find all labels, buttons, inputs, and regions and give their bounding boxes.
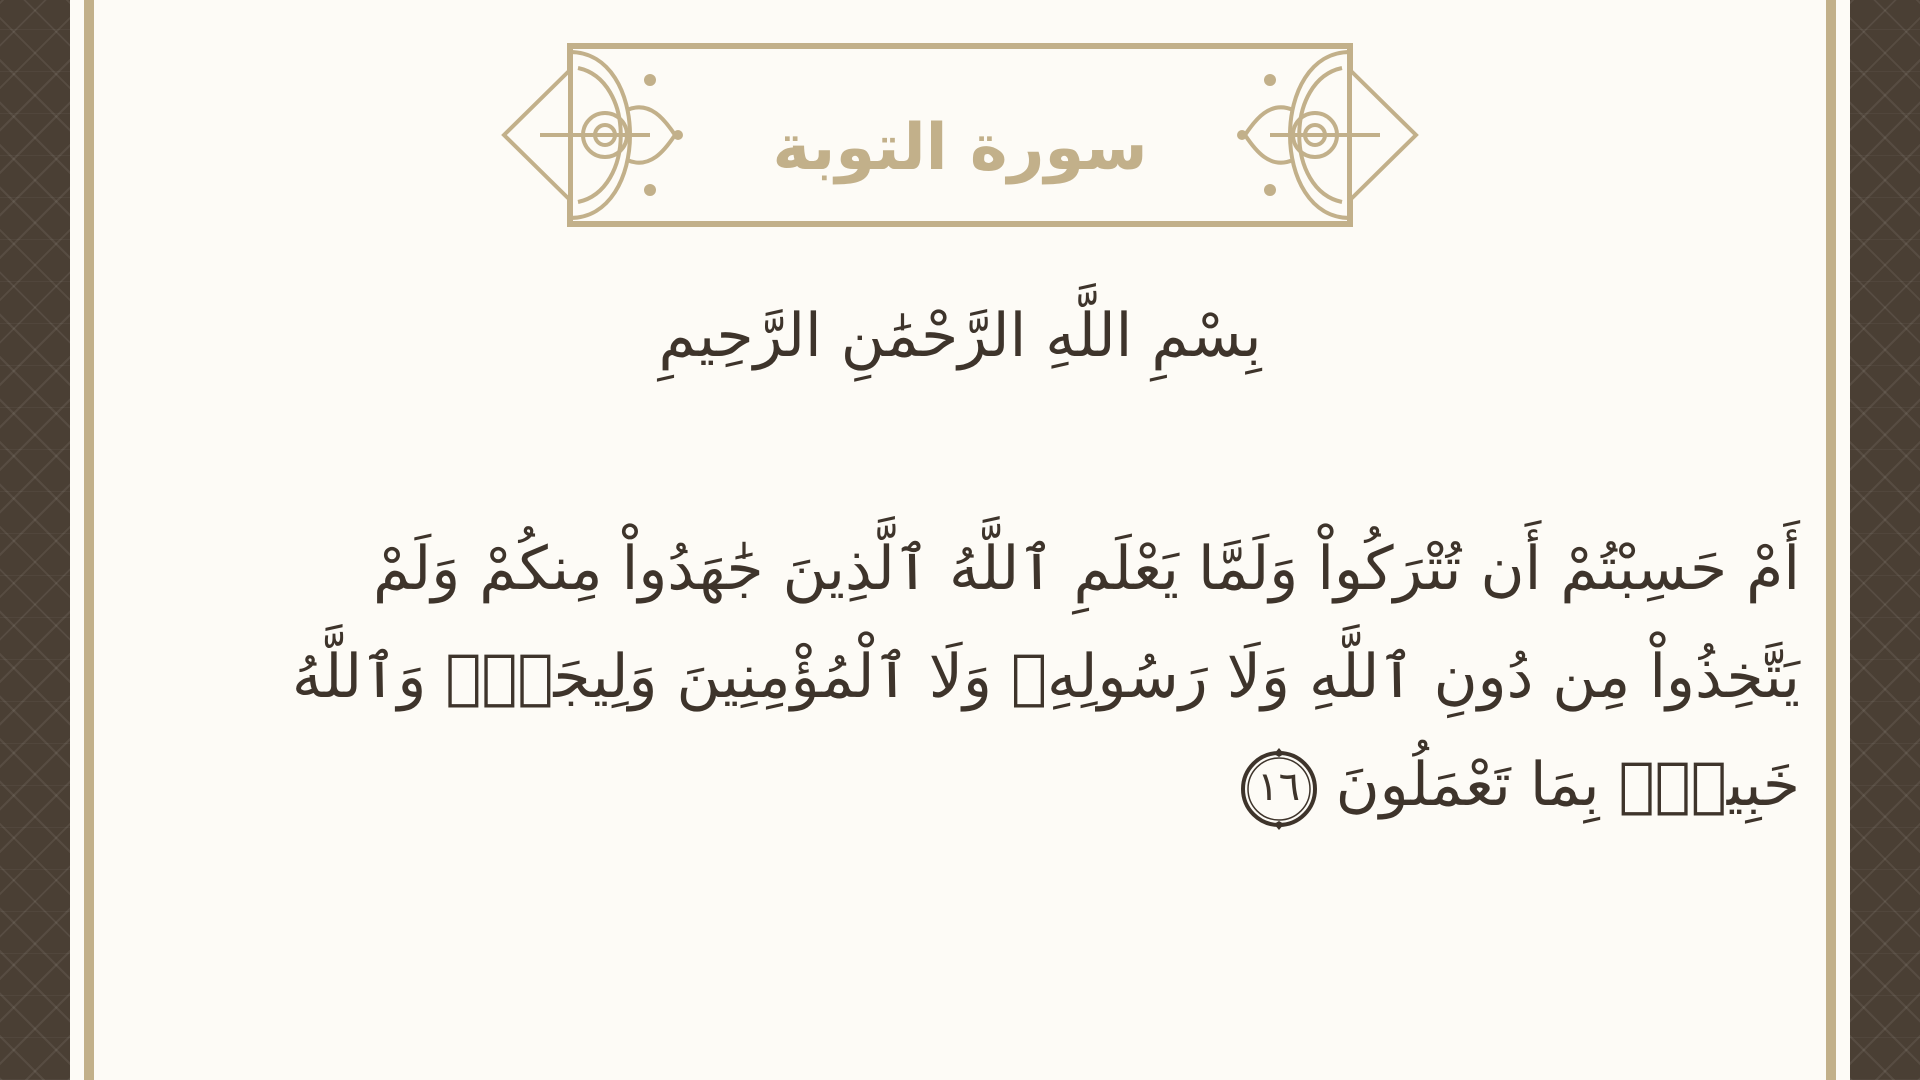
verse-line: أَمْ حَسِبْتُمْ أَن تُتْرَكُواْ وَلَمَّا يَعْلَمِ ٱللَّهُ ٱلَّذِينَ جَٰهَدُواْ مِنكُمْ وَلَمْ xyxy=(373,534,1800,604)
surah-title-frame xyxy=(500,40,1420,230)
surah-title: سورة التوبة xyxy=(772,111,1148,185)
left-geometric-border xyxy=(0,0,70,1080)
ayah-end-marker xyxy=(1236,746,1322,832)
right-gold-rule xyxy=(1826,0,1836,1080)
right-geometric-border xyxy=(1850,0,1920,1080)
ayah-number: ١٦ xyxy=(1257,764,1301,811)
verse-line-text: خَبِيرٌۢ بِمَا تَعْمَلُونَ xyxy=(1335,750,1800,820)
basmala: بِسْمِ اللَّهِ الرَّحْمَٰنِ الرَّحِيمِ xyxy=(658,301,1262,371)
left-gold-rule xyxy=(84,0,94,1080)
verse-line-last xyxy=(340,731,1800,839)
verse-text xyxy=(291,515,1800,839)
verse-line: يَتَّخِذُواْ مِن دُونِ ٱللَّهِ وَلَا رَسُولِهِۦ وَلَا ٱلْمُؤْمِنِينَ وَلِيجَةًۚ وَٱللَّهُ xyxy=(291,642,1800,712)
